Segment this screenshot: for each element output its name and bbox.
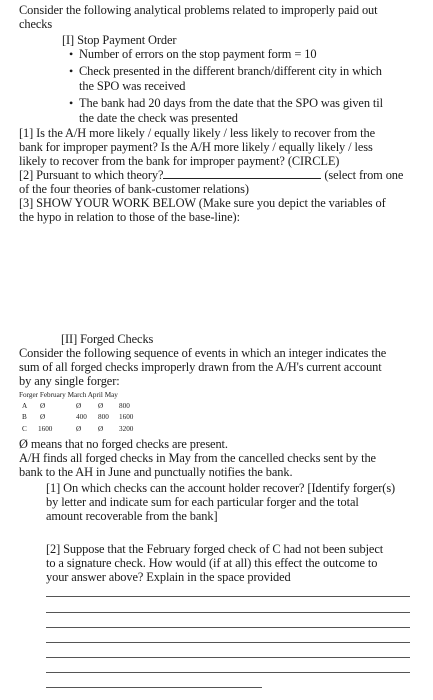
table-cell: 1600 xyxy=(119,413,134,421)
section2-question-1-line: amount recoverable from the bank] xyxy=(46,509,218,523)
intro-line-1: Consider the following analytical problems related to improperly paid out xyxy=(19,3,378,17)
bullet-text-cont: the SPO was received xyxy=(79,79,186,93)
section2-question-2-line: your answer above? Explain in the space provided xyxy=(46,570,291,584)
answer-line xyxy=(46,672,410,673)
question-2-suffix: (select from one xyxy=(324,168,404,182)
section2-question-2-line: [2] Suppose that the February forged check of C had not been subject xyxy=(46,542,384,556)
table-cell: Ø xyxy=(98,425,104,433)
after-table-line: Ø means that no forged checks are present. xyxy=(19,437,228,451)
table-cell: 800 xyxy=(119,402,130,410)
intro-line-2: checks xyxy=(19,17,53,31)
answer-line xyxy=(46,687,262,688)
section2-question-1-line: [1] On which checks can the account holder recover? [Identify forger(s) xyxy=(46,481,396,495)
after-table-line: A/H finds all forged checks in May from the cancelled checks sent by the xyxy=(19,451,376,465)
question-3-line: the hypo in relation to those of the base-line): xyxy=(19,210,240,224)
answer-blank xyxy=(163,168,321,179)
table-cell: 1600 xyxy=(38,425,53,433)
section2-title: [II] Forged Checks xyxy=(61,332,154,346)
section2-intro-line: by any single forger: xyxy=(19,374,120,388)
table-header: Forger February March April May xyxy=(19,391,118,399)
question-3-line: [3] SHOW YOUR WORK BELOW (Make sure you depict the variables of xyxy=(19,196,386,210)
question-2-prefix: [2] Pursuant to which theory? xyxy=(19,168,164,182)
table-cell: 400 xyxy=(76,413,87,421)
table-cell: B xyxy=(22,413,27,421)
section2-intro-line: Consider the following sequence of events in which an integer indicates the xyxy=(19,346,387,360)
table-cell: Ø xyxy=(98,402,104,410)
answer-line xyxy=(46,642,410,643)
bullet-text: Number of errors on the stop payment form = 10 xyxy=(79,47,317,61)
answer-line xyxy=(46,627,410,628)
bullet-text-cont: the date the check was presented xyxy=(79,111,238,125)
table-cell: Ø xyxy=(40,402,46,410)
section2-question-1-line: by letter and indicate sum for each particular forger and the total xyxy=(46,495,359,509)
section2-question-2-line: to a signature check. How would (if at all) this effect the outcome to xyxy=(46,556,378,570)
table-cell: A xyxy=(22,402,28,410)
table-cell: Ø xyxy=(40,413,46,421)
after-table-line: bank to the AH in June and punctually notifies the bank. xyxy=(19,465,293,479)
bullet-text: Check presented in the different branch/different city in which xyxy=(79,64,382,78)
table-cell: 3200 xyxy=(119,425,134,433)
table-cell: C xyxy=(22,425,27,433)
bullet-icon: • xyxy=(69,64,74,78)
answer-line xyxy=(46,612,410,613)
bullet-icon: • xyxy=(69,47,74,61)
bullet-text: The bank had 20 days from the date that the SPO was given til xyxy=(79,96,383,110)
question-2-line xyxy=(19,168,403,182)
answer-line xyxy=(46,657,410,658)
table-cell: Ø xyxy=(76,402,82,410)
question-1-line: [1] Is the A/H more likely / equally likely / less likely to recover from the xyxy=(19,126,376,140)
table-cell: 800 xyxy=(98,413,109,421)
section2-intro-line: sum of all forged checks improperly drawn from the A/H's current account xyxy=(19,360,382,374)
question-2-line-2: of the four theories of bank-customer relations) xyxy=(19,182,249,196)
table-cell: Ø xyxy=(76,425,82,433)
answer-line xyxy=(46,596,410,597)
question-1-line: likely to recover from the bank for improper payment? (CIRCLE) xyxy=(19,154,340,168)
bullet-icon: • xyxy=(69,96,74,110)
section1-title: [I] Stop Payment Order xyxy=(62,33,177,47)
question-1-line: bank for improper payment? Is the A/H more likely / equally likely / less xyxy=(19,140,373,154)
